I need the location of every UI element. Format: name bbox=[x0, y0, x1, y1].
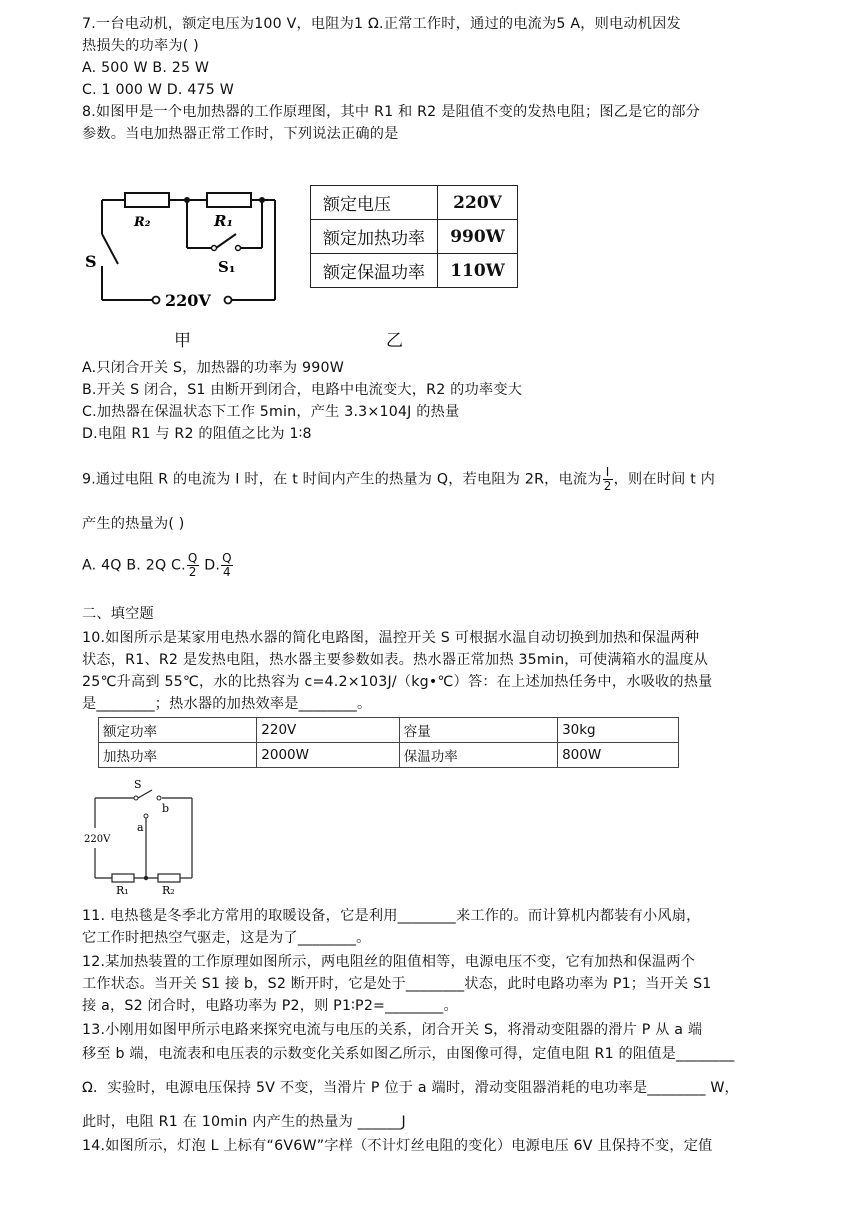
q11-line2: 它工作时把热空气驱走，这是为了________。 bbox=[82, 930, 371, 946]
q14-line1: 14.如图所示，灯泡 L 上标有“6V6W”字样（不计灯丝电阻的变化）电源电压 6V 且保持不变，定值 bbox=[82, 1138, 713, 1154]
section-heading: 二、填空题 bbox=[82, 606, 154, 622]
q13-line4: 此时，电阻 R1 在 10min 内产生的热量为 ______J bbox=[82, 1114, 406, 1130]
table-cell: 容量 bbox=[399, 718, 557, 743]
table-cell: 额定功率 bbox=[99, 718, 257, 743]
table-row bbox=[99, 718, 679, 743]
table-row bbox=[311, 220, 518, 254]
table-cell: 220V bbox=[438, 186, 518, 220]
q8-label-r1: R₁ bbox=[214, 212, 234, 230]
table-cell: 990W bbox=[438, 220, 518, 254]
q8-caption-b: 乙 bbox=[386, 331, 403, 351]
table-cell: 额定电压 bbox=[311, 186, 438, 220]
table-cell: 额定保温功率 bbox=[311, 254, 438, 288]
q8-caption-a: 甲 bbox=[174, 331, 191, 351]
q8-resistor-r2 bbox=[125, 193, 169, 207]
table-cell: 2000W bbox=[257, 743, 400, 768]
table-cell: 加热功率 bbox=[99, 743, 257, 768]
q8-label-s1: S₁ bbox=[218, 258, 236, 276]
q10-resistor-r1 bbox=[112, 874, 134, 882]
q10-label-voltage: 220V bbox=[84, 834, 111, 845]
q8-option-c: C.加热器在保温状态下工作 5min，产生 3.3×104J 的热量 bbox=[82, 404, 460, 420]
q7-line2: 热损失的功率为( ) bbox=[82, 38, 199, 54]
q11-line1: 11. 电热毯是冬季北方常用的取暖设备，它是利用________来工作的。而计算机内都装有小风扇， bbox=[82, 908, 701, 924]
q12-line3: 接 a，S2 闭合时，电路功率为 P2，则 P1∶P2=________。 bbox=[82, 998, 458, 1014]
q9-line2: 产生的热量为( ) bbox=[82, 516, 185, 532]
table-row bbox=[311, 254, 518, 288]
q8-line1: 8.如图甲是一个电加热器的工作原理图，其中 R1 和 R2 是阻值不变的发热电阻；图乙是它的部分 bbox=[82, 104, 701, 120]
q8-option-b: B.开关 S 闭合，S1 由断开到闭合，电路中电流变大，R2 的功率变大 bbox=[82, 382, 523, 398]
q10-parameter-table bbox=[98, 717, 679, 768]
q10-label-a: a bbox=[137, 821, 144, 834]
q9-fraction-c: $\frac{Q}{2}$ bbox=[187, 551, 198, 579]
table-cell: 220V bbox=[257, 718, 400, 743]
table-row bbox=[311, 186, 518, 220]
q8-label-voltage: 220V bbox=[165, 291, 211, 310]
q10-circuit-diagram bbox=[82, 776, 202, 900]
q9-text: 9.通过电阻 R 的电流为 I 时，在 t 时间内产生的热量为 Q，若电阻为 2R，电流为 bbox=[82, 471, 602, 488]
q10-label-b: b bbox=[162, 802, 170, 815]
q9-text: ，则在时间 t 内 bbox=[613, 471, 716, 488]
q13-line1: 13.小刚用如图甲所示电路来探究电流与电压的关系，闭合开关 S，将滑动变阻器的滑片 P 从 a 端 bbox=[82, 1022, 703, 1038]
q10-label-r1: R₁ bbox=[116, 884, 129, 897]
q10-line4: 是________；热水器的加热效率是________。 bbox=[82, 696, 372, 712]
q10-label-s: S bbox=[134, 778, 142, 791]
q9-line1 bbox=[82, 466, 715, 493]
q8-label-r2: R₂ bbox=[134, 215, 151, 230]
q8-option-a: A.只闭合开关 S，加热器的功率为 990W bbox=[82, 360, 344, 376]
q9-fraction-current: $\frac{I}{2}$ bbox=[603, 465, 612, 493]
q13-line2: 移至 b 端，电流表和电压表的示数变化关系如图乙所示，由图像可得，定值电阻 R1 的阻值是________ bbox=[82, 1046, 735, 1062]
q9-fraction-d: $\frac{Q}{4}$ bbox=[222, 551, 232, 579]
table-cell: 保温功率 bbox=[399, 743, 557, 768]
q8-line2: 参数。当电加热器正常工作时，下列说法正确的是 bbox=[82, 126, 399, 142]
q8-option-d: D.电阻 R1 与 R2 的阻值之比为 1∶8 bbox=[82, 426, 312, 442]
q8-resistor-r1 bbox=[207, 193, 251, 207]
table-cell: 额定加热功率 bbox=[311, 220, 438, 254]
table-row bbox=[99, 743, 679, 768]
q10-line1: 10.如图所示是某家用电热水器的简化电路图，温控开关 S 可根据水温自动切换到加热和保温两种 bbox=[82, 630, 700, 646]
table-cell: 110W bbox=[438, 254, 518, 288]
q8-circuit-diagram bbox=[85, 184, 300, 314]
q10-label-r2: R₂ bbox=[162, 884, 175, 897]
q9-options: A. 4Q B. 2Q C. $\frac{Q}{2}$ D. $\frac{Q}{4}$ bbox=[82, 551, 232, 579]
q8-label-s: S bbox=[85, 252, 97, 271]
q8-parameter-table bbox=[310, 185, 518, 288]
q7-line1: 7.一台电动机，额定电压为100 V，电阻为1 Ω.正常工作时，通过的电流为5 A，则电动机因发 bbox=[82, 16, 681, 32]
q10-line3: 25℃升高到 55℃，水的比热容为 c=4.2×103J/（kg•℃）答：在上述加热任务中，水吸收的热量 bbox=[82, 674, 713, 690]
q12-line1: 12.某加热装置的工作原理如图所示，两电阻丝的阻值相等，电源电压不变，它有加热和保温两个 bbox=[82, 954, 696, 970]
table-cell: 800W bbox=[558, 743, 679, 768]
q10-line2: 状态，R1、R2 是发热电阻，热水器主要参数如表。热水器正常加热 35min，可使满箱水的温度从 bbox=[82, 652, 709, 668]
table-cell: 30kg bbox=[558, 718, 679, 743]
q12-line2: 工作状态。当开关 S1 接 b，S2 断开时，它是处于________状态，此时电路功率为 P1；当开关 S1 bbox=[82, 976, 712, 992]
q7-options-ab: A. 500 W B. 25 W bbox=[82, 60, 210, 76]
q10-resistor-r2 bbox=[158, 874, 180, 882]
q7-options-cd: C. 1 000 W D. 475 W bbox=[82, 82, 234, 98]
q13-line3: Ω．实验时，电源电压保持 5V 不变，当滑片 P 位于 a 端时，滑动变阻器消耗的电功率是________ W， bbox=[82, 1080, 739, 1096]
